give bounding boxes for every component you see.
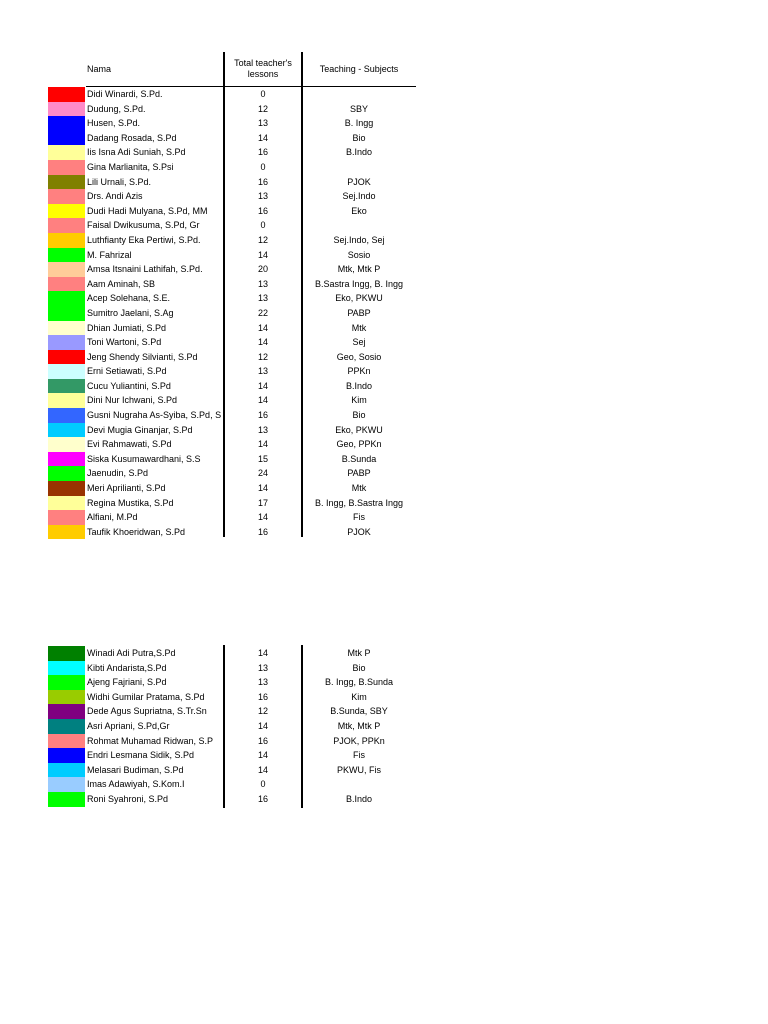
- table-row: [48, 218, 418, 233]
- lesson-total: 13: [257, 424, 268, 435]
- lesson-total: 12: [257, 706, 268, 717]
- lesson-total: 0: [260, 779, 266, 790]
- teaching-subjects: Bio: [352, 662, 366, 673]
- color-swatch: [48, 335, 85, 350]
- table-row: [48, 87, 418, 102]
- table-row: [48, 277, 418, 292]
- teaching-subjects: B. Ingg, B.Sunda: [324, 677, 394, 688]
- table-row: [48, 145, 418, 160]
- table-row: [48, 748, 418, 763]
- teacher-name: Cucu Yuliantini, S.Pd: [87, 380, 171, 391]
- teacher-name: Husen, S.Pd.: [87, 118, 141, 129]
- lesson-total: 17: [257, 497, 268, 508]
- table-row: [48, 777, 418, 792]
- lesson-total: 14: [257, 395, 268, 406]
- lesson-total: 0: [260, 161, 266, 172]
- teaching-subjects: SBY: [349, 103, 368, 114]
- teaching-subjects: PPKn: [347, 366, 371, 377]
- lesson-total: 15: [257, 453, 268, 464]
- header-total-lessons: Total teacher's lessons: [234, 58, 292, 79]
- color-swatch: [48, 350, 85, 365]
- table-row: [48, 131, 418, 146]
- table-row: [48, 675, 418, 690]
- color-swatch: [48, 204, 85, 219]
- lesson-total: 12: [257, 351, 268, 362]
- table-row: [48, 510, 418, 525]
- teacher-name: Amsa Itsnaini Lathifah, S.Pd.: [87, 264, 203, 275]
- lesson-total: 13: [257, 366, 268, 377]
- teacher-name: Dadang Rosada, S.Pd: [87, 132, 177, 143]
- teaching-subjects: PJOK, PPKn: [333, 735, 385, 746]
- teacher-name: Devi Mugia Ginanjar, S.Pd: [87, 424, 193, 435]
- color-swatch: [48, 675, 85, 690]
- lesson-total: 13: [257, 191, 268, 202]
- teaching-subjects: PJOK: [347, 526, 371, 537]
- table-row: [48, 734, 418, 749]
- color-swatch: [48, 233, 85, 248]
- teaching-subjects: Sej.Indo: [342, 191, 376, 202]
- table-row: [48, 175, 418, 190]
- color-swatch: [48, 160, 85, 175]
- table-row: [48, 379, 418, 394]
- lesson-total: 12: [257, 103, 268, 114]
- lesson-total: 13: [257, 118, 268, 129]
- lesson-total: 0: [260, 220, 266, 231]
- lesson-total: 14: [257, 648, 268, 658]
- color-swatch: [48, 321, 85, 336]
- teacher-name: Winadi Adi Putra,S.Pd: [87, 648, 176, 658]
- table-row: [48, 262, 418, 277]
- color-swatch: [48, 719, 85, 734]
- color-swatch: [48, 690, 85, 705]
- lesson-total: 0: [260, 89, 266, 99]
- table-row: [48, 189, 418, 204]
- teacher-name: Dhian Jumiati, S.Pd: [87, 322, 167, 333]
- teacher-name: Iis Isna Adi Suniah, S.Pd: [87, 147, 186, 158]
- teaching-subjects: Sej.Indo, Sej: [333, 234, 385, 245]
- color-swatch: [48, 496, 85, 511]
- lesson-total: 14: [257, 322, 268, 333]
- color-swatch: [48, 646, 85, 661]
- color-swatch: [48, 116, 85, 131]
- teaching-subjects: Mtk, Mtk P: [337, 720, 381, 731]
- table-row: [48, 423, 418, 438]
- table-row: [48, 160, 418, 175]
- teaching-subjects: B.Indo: [345, 793, 373, 804]
- table-row: [48, 335, 418, 350]
- color-swatch: [48, 777, 85, 792]
- teaching-subjects: B.Indo: [345, 147, 373, 158]
- header-nama: Nama: [87, 64, 112, 74]
- color-swatch: [48, 792, 85, 807]
- lesson-total: 14: [257, 720, 268, 731]
- table-row: [48, 704, 418, 719]
- table-row: [48, 248, 418, 263]
- teacher-name: Dede Agus Supriatna, S.Tr.Sn: [87, 706, 207, 717]
- teacher-name: Erni Setiawati, S.Pd: [87, 366, 167, 377]
- teacher-name: Drs. Andi Azis: [87, 191, 143, 202]
- table-row: [48, 466, 418, 481]
- color-swatch: [48, 262, 85, 277]
- lesson-total: 14: [257, 380, 268, 391]
- lesson-total: 16: [257, 176, 268, 187]
- lesson-total: 16: [257, 691, 268, 702]
- color-swatch: [48, 393, 85, 408]
- teacher-name: Jaenudin, S.Pd: [87, 468, 149, 479]
- teacher-name: Widhi Gumilar Pratama, S.Pd: [87, 691, 205, 702]
- color-swatch: [48, 661, 85, 676]
- teacher-name: Meri Aprilianti, S.Pd: [87, 483, 166, 494]
- table-row: [48, 350, 418, 365]
- color-swatch: [48, 87, 85, 102]
- table-row: [48, 116, 418, 131]
- teaching-subjects: PABP: [347, 307, 371, 318]
- teacher-name: Gusni Nugraha As-Syiba, S.Pd, S: [87, 410, 222, 421]
- teaching-subjects: Geo, PPKn: [336, 439, 382, 450]
- teaching-subjects: Mtk: [351, 322, 367, 333]
- teacher-name: Sumitro Jaelani, S.Ag: [87, 307, 174, 318]
- teaching-subjects: Sosio: [347, 249, 371, 260]
- teacher-name: Jeng Shendy Silvianti, S.Pd: [87, 351, 198, 362]
- color-swatch: [48, 408, 85, 423]
- lesson-total: 16: [257, 410, 268, 421]
- color-swatch: [48, 306, 85, 321]
- table-row: [48, 792, 418, 807]
- teaching-subjects: Bio: [352, 132, 366, 143]
- teacher-name: Alfiani, M.Pd: [87, 512, 138, 523]
- lesson-total: 24: [257, 468, 268, 479]
- teaching-subjects: PJOK: [347, 176, 371, 187]
- teaching-subjects: Eko: [351, 205, 367, 216]
- table-row: [48, 763, 418, 778]
- teacher-name: Aam Aminah, SB: [87, 278, 156, 289]
- teaching-subjects: Bio: [352, 410, 366, 421]
- teacher-name: Imas Adawiyah, S.Kom.I: [87, 779, 185, 790]
- lesson-total: 14: [257, 132, 268, 143]
- teacher-table-main: [48, 87, 418, 539]
- color-swatch: [48, 452, 85, 467]
- teaching-subjects: Mtk: [351, 483, 367, 494]
- lesson-total: 16: [257, 735, 268, 746]
- table-row: [48, 481, 418, 496]
- teacher-name: Dudi Hadi Mulyana, S.Pd, MM: [87, 205, 208, 216]
- teacher-name: Rohmat Muhamad Ridwan, S.P: [87, 735, 214, 746]
- teaching-subjects: B.Sunda: [341, 453, 377, 464]
- teacher-name: Kibti Andarista,S.Pd: [87, 662, 167, 673]
- teacher-name: Faisal Dwikusuma, S.Pd, Gr: [87, 220, 200, 231]
- lesson-total: 16: [257, 147, 268, 158]
- teacher-name: Roni Syahroni, S.Pd: [87, 793, 169, 804]
- color-swatch: [48, 218, 85, 233]
- teacher-name: M. Fahrizal: [87, 249, 132, 260]
- teacher-name: Siska Kusumawardhani, S.S: [87, 453, 201, 464]
- teaching-subjects: Sej: [352, 337, 366, 348]
- table-row: [48, 393, 418, 408]
- teaching-subjects: Fis: [353, 750, 365, 761]
- header-teaching-subjects: Teaching - Subjects: [319, 64, 399, 74]
- table-row: [48, 306, 418, 321]
- lesson-total: 14: [257, 512, 268, 523]
- color-swatch: [48, 437, 85, 452]
- color-swatch: [48, 481, 85, 496]
- color-swatch: [48, 175, 85, 190]
- color-swatch: [48, 466, 85, 481]
- table-row: [48, 661, 418, 676]
- table-row: [48, 321, 418, 336]
- color-swatch: [48, 102, 85, 117]
- teaching-subjects: Kim: [351, 691, 367, 702]
- teacher-name: Dudung, S.Pd.: [87, 103, 146, 114]
- table-row: [48, 690, 418, 705]
- teacher-name: Taufik Khoeridwan, S.Pd: [87, 526, 186, 537]
- lesson-total: 20: [257, 264, 268, 275]
- table-row: [48, 437, 418, 452]
- teacher-name: Regina Mustika, S.Pd: [87, 497, 174, 508]
- teacher-table-additional: [48, 646, 418, 807]
- teaching-subjects: Mtk, Mtk P: [337, 264, 381, 275]
- lesson-total: 22: [257, 307, 268, 318]
- table-row: [48, 525, 418, 540]
- color-swatch: [48, 277, 85, 292]
- table-row: [48, 646, 418, 661]
- lesson-total: 14: [257, 764, 268, 775]
- teaching-subjects: Eko, PKWU: [335, 293, 383, 304]
- teacher-name: Acep Solehana, S.E.: [87, 293, 171, 304]
- teaching-subjects: Geo, Sosio: [336, 351, 382, 362]
- lesson-total: 13: [257, 293, 268, 304]
- lesson-total: 14: [257, 249, 268, 260]
- color-swatch: [48, 423, 85, 438]
- color-swatch: [48, 748, 85, 763]
- table-row: [48, 102, 418, 117]
- color-swatch: [48, 145, 85, 160]
- teaching-subjects: Mtk P: [347, 648, 371, 658]
- teacher-name: Asri Apriani, S.Pd,Gr: [87, 720, 170, 731]
- teaching-subjects: B. Ingg: [344, 118, 374, 129]
- color-swatch: [48, 525, 85, 540]
- lesson-total: 14: [257, 337, 268, 348]
- lesson-total: 16: [257, 526, 268, 537]
- table-row: [48, 719, 418, 734]
- table-row: [48, 233, 418, 248]
- table-row: [48, 496, 418, 511]
- lesson-total: 12: [257, 234, 268, 245]
- teaching-subjects: PKWU, Fis: [337, 764, 381, 775]
- table-row: [48, 408, 418, 423]
- table-row: [48, 452, 418, 467]
- teacher-name: Evi Rahmawati, S.Pd: [87, 439, 172, 450]
- color-swatch: [48, 763, 85, 778]
- color-swatch: [48, 364, 85, 379]
- teaching-subjects: PABP: [347, 468, 371, 479]
- teacher-name: Endri Lesmana Sidik, S.Pd: [87, 750, 195, 761]
- teaching-subjects: B.Sastra Ingg, B. Ingg: [314, 278, 404, 289]
- lesson-total: 14: [257, 750, 268, 761]
- teaching-subjects: B.Sunda, SBY: [330, 706, 388, 717]
- color-swatch: [48, 510, 85, 525]
- color-swatch: [48, 379, 85, 394]
- teacher-name: Ajeng Fajriani, S.Pd: [87, 677, 167, 688]
- teacher-name: Didi Winardi, S.Pd.: [87, 89, 163, 99]
- teacher-name: Luthfianty Eka Pertiwi, S.Pd.: [87, 234, 201, 245]
- teacher-name: Gina Marlianita, S.Psi: [87, 161, 174, 172]
- teacher-name: Dini Nur Ichwani, S.Pd: [87, 395, 178, 406]
- lesson-total: 14: [257, 439, 268, 450]
- table-row: [48, 291, 418, 306]
- color-swatch: [48, 131, 85, 146]
- teacher-name: Lili Urnali, S.Pd.: [87, 176, 152, 187]
- teacher-name: Toni Wartoni, S.Pd: [87, 337, 162, 348]
- lesson-total: 13: [257, 662, 268, 673]
- teacher-name: Melasari Budiman, S.Pd: [87, 764, 184, 775]
- lesson-total: 16: [257, 205, 268, 216]
- color-swatch: [48, 189, 85, 204]
- teaching-subjects: B. Ingg, B.Sastra Ingg: [314, 497, 404, 508]
- teaching-subjects: Fis: [353, 512, 365, 523]
- color-swatch: [48, 248, 85, 263]
- lesson-total: 13: [257, 278, 268, 289]
- lesson-total: 13: [257, 677, 268, 688]
- lesson-total: 14: [257, 483, 268, 494]
- teaching-subjects: Kim: [351, 395, 367, 406]
- table-row: [48, 204, 418, 219]
- teaching-subjects: Eko, PKWU: [335, 424, 383, 435]
- teaching-subjects: B.Indo: [345, 380, 373, 391]
- color-swatch: [48, 734, 85, 749]
- color-swatch: [48, 291, 85, 306]
- lesson-total: 16: [257, 793, 268, 804]
- color-swatch: [48, 704, 85, 719]
- table-row: [48, 364, 418, 379]
